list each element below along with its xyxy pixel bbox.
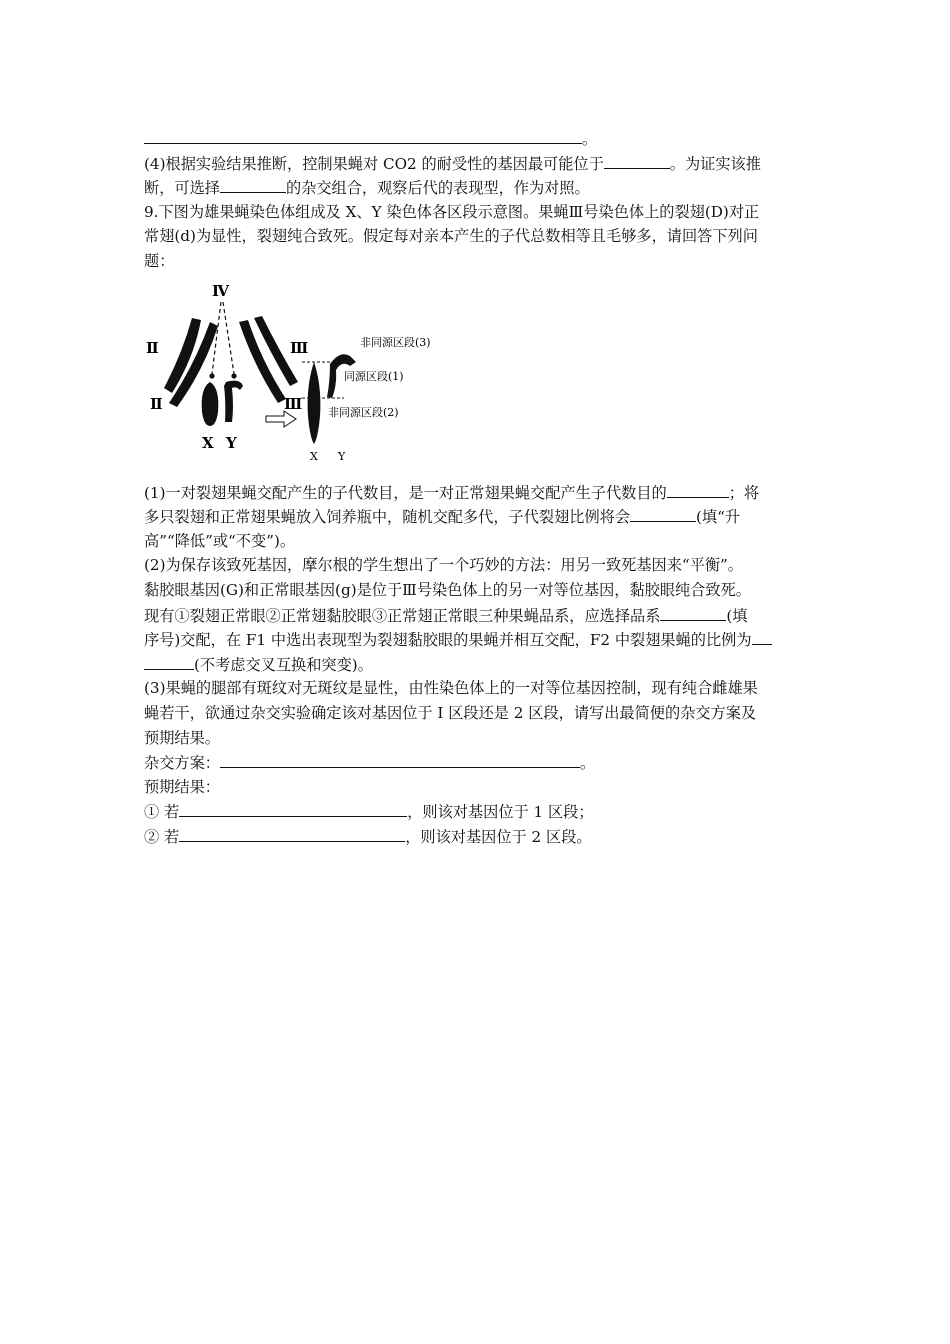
question-9-stem-2: 常翅(d)为显性，裂翅纯合致死。假定每对亲本产生的子代总数相等且毛够多，请回答下列问	[144, 227, 758, 246]
label-X: X	[202, 433, 214, 452]
label-region-2: 非同源区段(2)	[328, 405, 399, 419]
answer-blank[interactable]	[604, 151, 670, 169]
answer-blank[interactable]	[220, 175, 286, 193]
answer-blank[interactable]	[144, 652, 194, 670]
question-9-2-line-2: 黏胶眼基因(G)和正常眼基因(g)是位于Ⅲ号染色体上的另一对等位基因，黏胶眼纯合致死。	[144, 580, 751, 599]
x-chromosome	[202, 382, 219, 426]
chromosome-IV-left	[209, 373, 214, 378]
x-chromosome-enlarged	[308, 362, 321, 444]
y-chromosome	[224, 380, 243, 421]
label-small-X: X	[310, 449, 318, 463]
label-II-bottom: Ⅱ	[150, 394, 163, 413]
question-9-3-line-3: 预期结果。	[144, 728, 220, 747]
answer-blank[interactable]	[144, 126, 582, 144]
label-IV: Ⅳ	[212, 281, 230, 300]
right-arrow-icon	[266, 411, 296, 427]
answer-blank[interactable]	[630, 504, 696, 522]
question-content	[144, 126, 810, 848]
label-region-3: 非同源区段(3)	[360, 335, 431, 349]
result-2-line: ② 若 ，则该对基因位于 2 区段。	[144, 824, 810, 849]
question-9-2-line-5: (不考虑交叉互换和突变)。	[144, 652, 810, 677]
expected-results-label: 预期结果：	[144, 777, 220, 796]
question-9-1-line-3: 高”“降低”或“不变”)。	[144, 531, 296, 550]
answer-blank[interactable]	[179, 824, 405, 842]
question-9-1-line-1: (1)一对裂翅果蝇交配产生的子代数目，是一对正常翅果蝇交配产生子代数目的 ；将	[144, 480, 810, 505]
question-8-4-line-2: 断，可选择 的杂交组合，观察后代的表现型，作为对照。	[144, 175, 810, 200]
label-region-1: 同源区段(1)	[344, 369, 404, 383]
cross-scheme-line: 杂交方案： 。	[144, 750, 810, 775]
answer-line-3: 。	[144, 126, 810, 151]
answer-blank[interactable]	[179, 799, 407, 817]
chromosome-figure	[144, 276, 810, 466]
answer-blank[interactable]	[752, 627, 772, 645]
chromosome-diagram	[144, 276, 810, 466]
result-1-line: ① 若 ，则该对基因位于 1 区段；	[144, 799, 810, 824]
label-II-top: Ⅱ	[146, 338, 159, 357]
question-9-2-line-3: 现有①裂翅正常眼②正常翅黏胶眼③正常翅正常眼三种果蝇品系，应选择品系 (填	[144, 603, 810, 628]
question-9-3-line-2: 蝇若干，欲通过杂交实验确定该对基因位于 I 区段还是 2 区段，请写出最简便的杂交方案及	[144, 703, 757, 722]
question-9-2-line-1: (2)为保存该致死基因，摩尔根的学生想出了一个巧妙的方法：用另一致死基因来“平衡”。	[144, 556, 743, 575]
question-9-1-line-2: 多只裂翅和正常翅果蝇放入饲养瓶中，随机交配多代，子代裂翅比例将会 (填“升	[144, 504, 810, 529]
question-8-4-line-1: (4)根据实验结果推断，控制果蝇对 CO2 的耐受性的基因最可能位于 。为证实该推	[144, 151, 810, 176]
dashed-line-right	[223, 302, 234, 374]
label-small-Y: Y	[338, 449, 346, 463]
answer-blank[interactable]	[220, 750, 580, 768]
question-9-2-line-4: 序号)交配，在 F1 中选出表现型为裂翅黏胶眼的果蝇并相互交配，F2 中裂翅果蝇的比例为	[144, 627, 810, 652]
chromosome-IV-right	[231, 373, 236, 378]
question-9-stem-1: 9.下图为雄果蝇染色体组成及 X、Y 染色体各区段示意图。果蝇Ⅲ号染色体上的裂翅(D)对正	[144, 202, 760, 221]
question-9-stem-3: 题：	[144, 251, 175, 270]
question-9-3-line-1: (3)果蝇的腿部有斑纹对无斑纹是显性，由性染色体上的一对等位基因控制，现有纯合雌雄果	[144, 679, 758, 698]
label-Y: Y	[226, 433, 237, 452]
answer-blank[interactable]	[667, 480, 729, 498]
label-III-top: Ⅲ	[290, 338, 309, 357]
answer-blank[interactable]	[660, 603, 726, 621]
label-III-bottom: Ⅲ	[284, 394, 303, 413]
